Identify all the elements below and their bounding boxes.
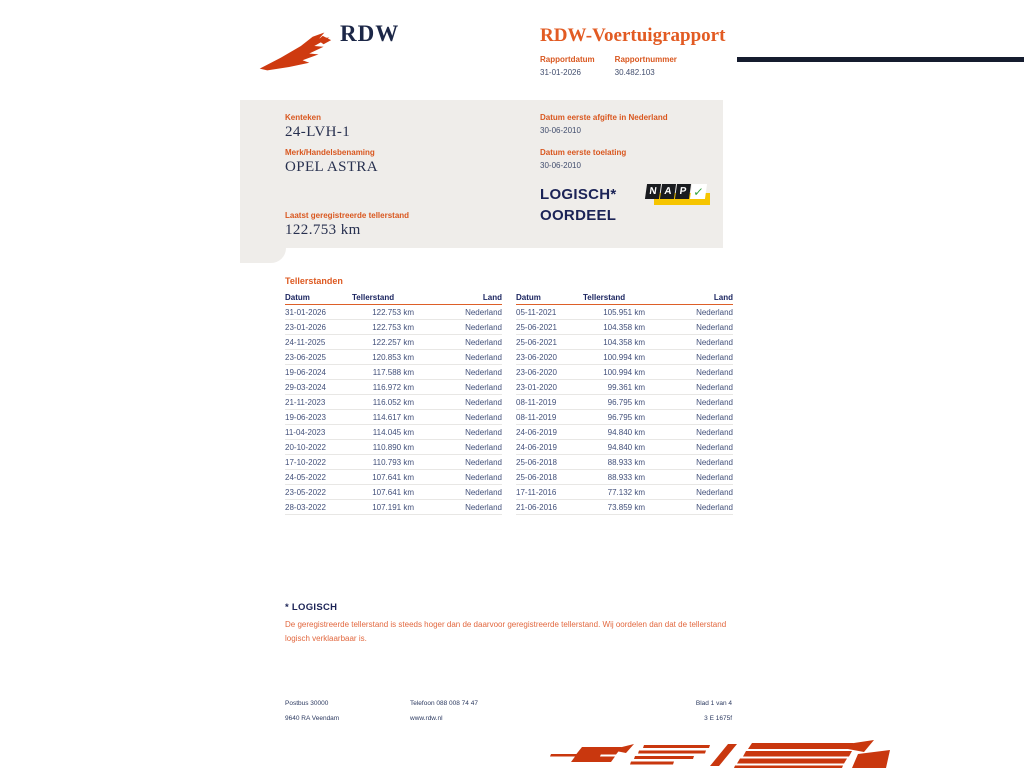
country-cell: Nederland bbox=[465, 502, 502, 512]
table-row bbox=[516, 380, 733, 395]
odometer-cell: 88.933 km bbox=[607, 457, 645, 467]
odometer-cell: 104.358 km bbox=[603, 322, 645, 332]
country-cell: Nederland bbox=[696, 322, 733, 332]
date-cell: 29-03-2024 bbox=[285, 382, 326, 392]
column-header: Datum bbox=[516, 292, 541, 302]
date-cell: 08-11-2019 bbox=[516, 412, 557, 422]
country-cell: Nederland bbox=[696, 412, 733, 422]
date-cell: 25-06-2021 bbox=[516, 337, 557, 347]
date-cell: 23-05-2022 bbox=[285, 487, 326, 497]
table-row bbox=[516, 440, 733, 455]
date-cell: 08-11-2019 bbox=[516, 397, 557, 407]
column-header: Land bbox=[482, 292, 502, 302]
page-footer bbox=[285, 700, 732, 730]
top-right-accent-bar bbox=[737, 57, 1024, 62]
table-row bbox=[285, 440, 502, 455]
date-cell: 11-04-2023 bbox=[285, 427, 326, 437]
odometer-cell: 122.753 km bbox=[372, 322, 414, 332]
country-cell: Nederland bbox=[465, 322, 502, 332]
odometer-cell: 100.994 km bbox=[603, 367, 645, 377]
report-number-label: Rapportnummer bbox=[614, 55, 677, 64]
date-cell: 25-06-2021 bbox=[516, 322, 557, 332]
date-cell: 23-01-2026 bbox=[285, 322, 326, 332]
footer-address bbox=[285, 700, 410, 730]
odometer-cell: 116.972 km bbox=[372, 382, 414, 392]
country-cell: Nederland bbox=[696, 502, 733, 512]
country-cell: Nederland bbox=[465, 307, 502, 317]
date-cell: 24-06-2019 bbox=[516, 442, 557, 452]
odometer-tables bbox=[285, 290, 733, 515]
country-cell: Nederland bbox=[465, 412, 502, 422]
odometer-cell: 117.588 km bbox=[372, 367, 414, 377]
rdw-bird-logo-icon bbox=[257, 30, 333, 72]
footer-phone: Telefoon 088 008 74 47 bbox=[410, 700, 478, 707]
table-row bbox=[516, 455, 733, 470]
country-cell: Nederland bbox=[465, 352, 502, 362]
date-cell: 19-06-2023 bbox=[285, 412, 326, 422]
table-row bbox=[516, 305, 733, 320]
odometer-table-right bbox=[516, 290, 733, 515]
rdw-logo-text: RDW bbox=[340, 21, 400, 46]
table-row bbox=[285, 500, 502, 515]
column-header: Land bbox=[713, 292, 733, 302]
date-cell: 23-06-2025 bbox=[285, 352, 326, 362]
country-cell: Nederland bbox=[465, 442, 502, 452]
table-row bbox=[285, 380, 502, 395]
table-header-row bbox=[516, 290, 733, 305]
country-cell: Nederland bbox=[696, 442, 733, 452]
odometer-cell: 100.994 km bbox=[603, 352, 645, 362]
report-date-label: Rapportdatum bbox=[540, 55, 595, 64]
laatst-tellerstand-label: Laatst geregistreerde tellerstand bbox=[285, 211, 410, 220]
report-number-value: 30.482.103 bbox=[614, 68, 655, 77]
report-date-field bbox=[540, 55, 595, 77]
column-header: Tellerstand bbox=[583, 292, 626, 302]
country-cell: Nederland bbox=[465, 337, 502, 347]
footer-website: www.rdw.nl bbox=[410, 715, 443, 722]
date-cell: 17-10-2022 bbox=[285, 457, 326, 467]
table-row bbox=[516, 395, 733, 410]
afgifte-value: 30-06-2010 bbox=[540, 126, 581, 135]
odometer-cell: 94.840 km bbox=[607, 442, 645, 452]
odometer-cell: 77.132 km bbox=[607, 487, 645, 497]
odometer-cell: 114.045 km bbox=[372, 427, 414, 437]
table-row bbox=[516, 485, 733, 500]
nap-letter-a: A bbox=[660, 184, 676, 199]
odometer-cell: 99.361 km bbox=[607, 382, 645, 392]
nap-logo bbox=[646, 184, 710, 210]
table-row bbox=[285, 320, 502, 335]
table-row bbox=[285, 395, 502, 410]
date-cell: 23-06-2020 bbox=[516, 352, 557, 362]
odometer-cell: 105.951 km bbox=[603, 307, 645, 317]
odometer-cell: 110.890 km bbox=[372, 442, 414, 452]
tellerstanden-section-title: Tellerstanden bbox=[285, 276, 343, 286]
table-row bbox=[516, 410, 733, 425]
country-cell: Nederland bbox=[696, 352, 733, 362]
odometer-cell: 107.641 km bbox=[372, 472, 414, 482]
date-cell: 17-11-2016 bbox=[516, 487, 557, 497]
odometer-table-left bbox=[285, 290, 502, 515]
table-row bbox=[285, 485, 502, 500]
date-cell: 24-05-2022 bbox=[285, 472, 326, 482]
country-cell: Nederland bbox=[465, 487, 502, 497]
date-cell: 23-01-2020 bbox=[516, 382, 557, 392]
table-row bbox=[516, 500, 733, 515]
vehicle-info-left-column bbox=[285, 113, 515, 239]
column-header: Datum bbox=[285, 292, 310, 302]
table-row bbox=[285, 425, 502, 440]
date-cell: 20-10-2022 bbox=[285, 442, 326, 452]
date-cell: 21-06-2016 bbox=[516, 502, 557, 512]
date-cell: 28-03-2022 bbox=[285, 502, 326, 512]
odometer-cell: 104.358 km bbox=[603, 337, 645, 347]
report-title: RDW-Voertuigrapport bbox=[540, 25, 726, 46]
country-cell: Nederland bbox=[465, 427, 502, 437]
vehicle-info-box bbox=[240, 100, 723, 248]
merk-label: Merk/Handelsbenaming bbox=[285, 148, 375, 157]
kenteken-label: Kenteken bbox=[285, 113, 322, 122]
table-row bbox=[516, 335, 733, 350]
country-cell: Nederland bbox=[465, 397, 502, 407]
nap-checkmark-icon: ✓ bbox=[690, 184, 707, 199]
table-row bbox=[285, 455, 502, 470]
laatst-tellerstand-value: 122.753 km bbox=[285, 222, 361, 238]
info-box-corner-tail bbox=[240, 248, 286, 263]
odometer-cell: 96.795 km bbox=[607, 397, 645, 407]
date-cell: 24-11-2025 bbox=[285, 337, 326, 347]
logisch-footnote bbox=[285, 602, 747, 645]
odometer-cell: 107.641 km bbox=[372, 487, 414, 497]
report-number-field bbox=[615, 55, 677, 77]
country-cell: Nederland bbox=[465, 457, 502, 467]
footer-page-info bbox=[642, 700, 732, 730]
odometer-cell: 120.853 km bbox=[372, 352, 414, 362]
footer-doc-code: 3 E 1675f bbox=[704, 715, 732, 722]
footer-city: 9640 RA Veendam bbox=[285, 715, 340, 722]
kenteken-value: 24-LVH-1 bbox=[285, 124, 351, 140]
country-cell: Nederland bbox=[696, 427, 733, 437]
country-cell: Nederland bbox=[696, 307, 733, 317]
table-row bbox=[285, 365, 502, 380]
table-row bbox=[516, 470, 733, 485]
date-cell: 25-06-2018 bbox=[516, 472, 557, 482]
nap-logo-letters bbox=[645, 184, 707, 199]
country-cell: Nederland bbox=[465, 382, 502, 392]
merk-value: OPEL ASTRA bbox=[285, 159, 379, 175]
odometer-cell: 73.859 km bbox=[607, 502, 645, 512]
country-cell: Nederland bbox=[696, 487, 733, 497]
rdw-wing-watermark-graphic bbox=[542, 740, 890, 768]
table-row bbox=[285, 305, 502, 320]
footer-contact bbox=[410, 700, 642, 730]
column-header: Tellerstand bbox=[352, 292, 395, 302]
nap-letter-p: P bbox=[675, 184, 691, 199]
odometer-cell: 116.052 km bbox=[372, 397, 414, 407]
date-cell: 19-06-2024 bbox=[285, 367, 326, 377]
date-cell: 31-01-2026 bbox=[285, 307, 326, 317]
odometer-cell: 110.793 km bbox=[372, 457, 414, 467]
odometer-cell: 122.753 km bbox=[372, 307, 414, 317]
country-cell: Nederland bbox=[696, 457, 733, 467]
footer-postbus: Postbus 30000 bbox=[285, 700, 329, 707]
country-cell: Nederland bbox=[696, 382, 733, 392]
odometer-cell: 107.191 km bbox=[372, 502, 414, 512]
table-row bbox=[516, 350, 733, 365]
country-cell: Nederland bbox=[696, 472, 733, 482]
date-cell: 25-06-2018 bbox=[516, 457, 557, 467]
table-row bbox=[285, 350, 502, 365]
report-meta bbox=[540, 55, 677, 77]
odometer-cell: 94.840 km bbox=[607, 427, 645, 437]
country-cell: Nederland bbox=[696, 337, 733, 347]
date-cell: 24-06-2019 bbox=[516, 427, 557, 437]
date-cell: 05-11-2021 bbox=[516, 307, 557, 317]
odometer-cell: 122.257 km bbox=[372, 337, 414, 347]
odometer-cell: 88.933 km bbox=[607, 472, 645, 482]
footer-page-number: Blad 1 van 4 bbox=[695, 700, 732, 707]
date-cell: 21-11-2023 bbox=[285, 397, 326, 407]
odometer-cell: 114.617 km bbox=[372, 412, 414, 422]
odometer-cell: 96.795 km bbox=[607, 412, 645, 422]
country-cell: Nederland bbox=[465, 367, 502, 377]
table-row bbox=[516, 365, 733, 380]
table-row bbox=[285, 410, 502, 425]
table-row bbox=[516, 425, 733, 440]
country-cell: Nederland bbox=[696, 367, 733, 377]
table-row bbox=[285, 335, 502, 350]
nap-letter-n: N bbox=[645, 184, 661, 199]
oordeel-text: LOGISCH* OORDEEL bbox=[540, 186, 617, 224]
report-date-value: 31-01-2026 bbox=[540, 68, 581, 77]
footnote-title: * LOGISCH bbox=[285, 602, 338, 613]
country-cell: Nederland bbox=[465, 472, 502, 482]
country-cell: Nederland bbox=[696, 397, 733, 407]
toelating-label: Datum eerste toelating bbox=[540, 148, 627, 157]
toelating-value: 30-06-2010 bbox=[540, 161, 581, 170]
date-cell: 23-06-2020 bbox=[516, 367, 557, 377]
footnote-text: De geregistreerde tellerstand is steeds hoger dan de daarvoor geregistreerde tellerstand. Wij oordelen dan dat de tellerstand logisch verklaarbaar is. bbox=[285, 620, 727, 643]
afgifte-label: Datum eerste afgifte in Nederland bbox=[540, 113, 668, 122]
table-row bbox=[516, 320, 733, 335]
table-header-row bbox=[285, 290, 502, 305]
table-row bbox=[285, 470, 502, 485]
